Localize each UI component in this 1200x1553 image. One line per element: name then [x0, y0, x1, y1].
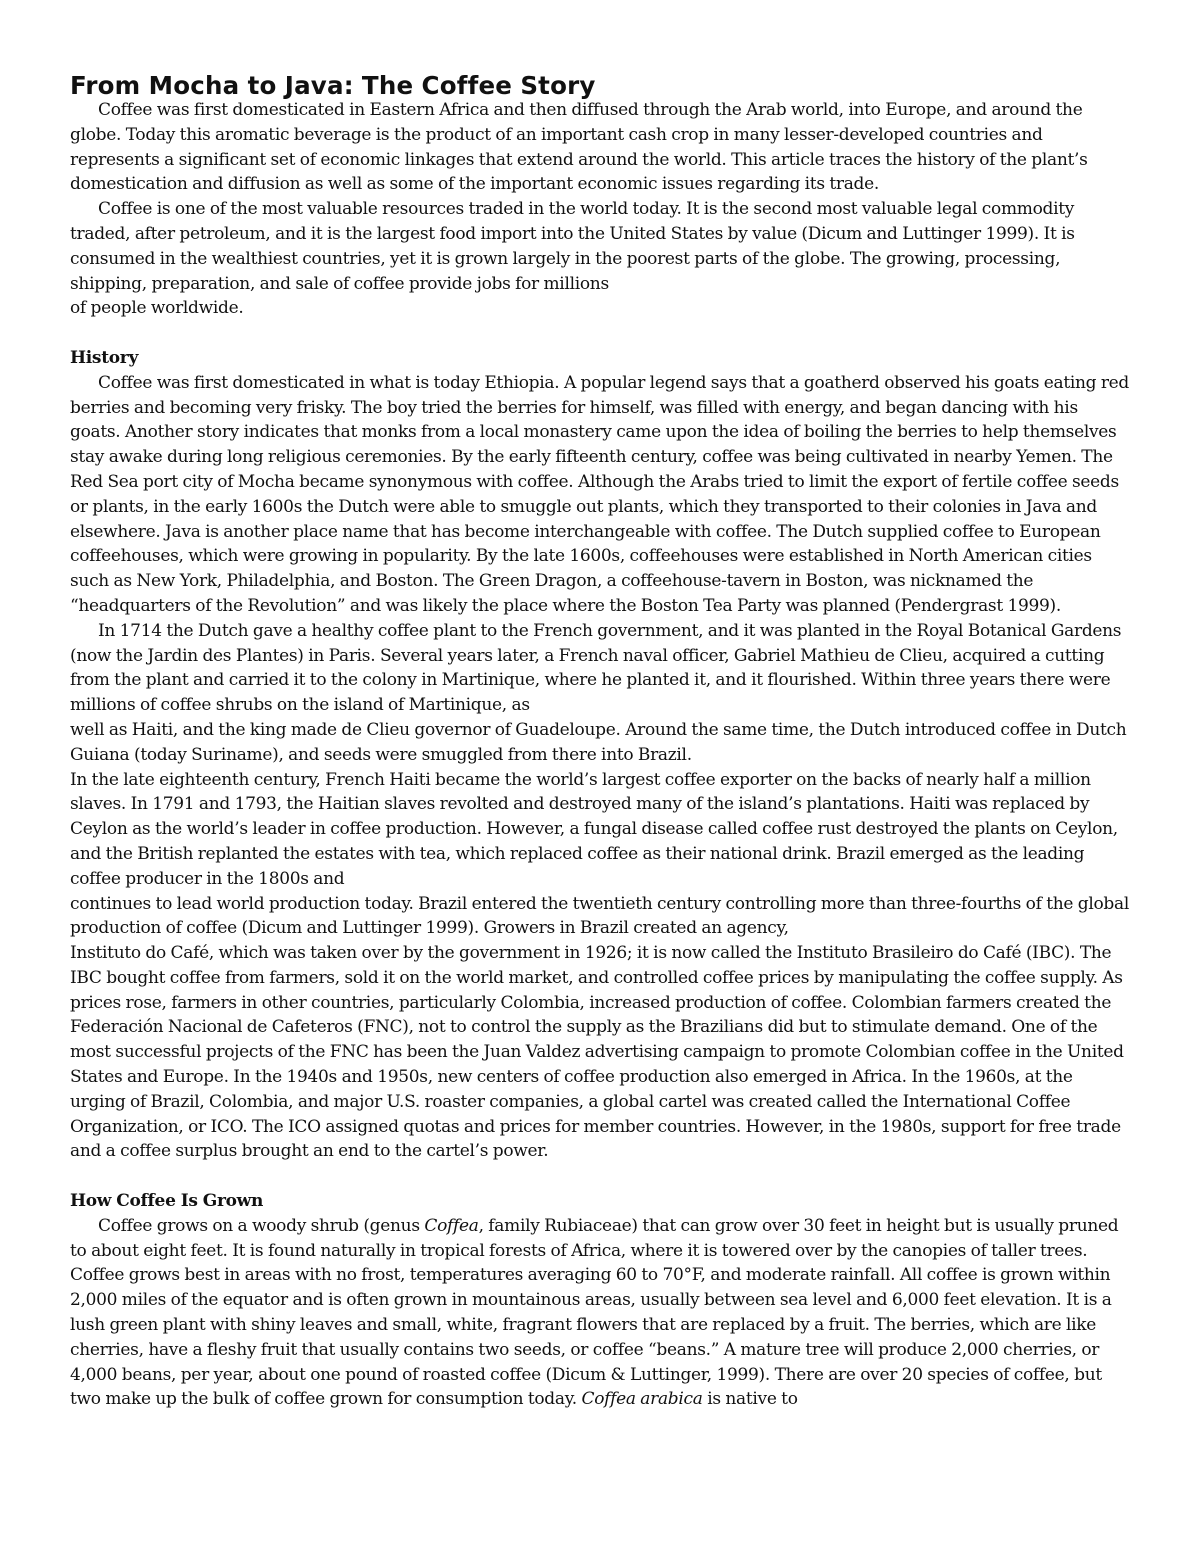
- history-paragraph-3: In the late eighteenth century, French Haiti became the world’s largest coffee exporter on the backs of nearly half a million slaves. In 1791 and 1793, the Haitian slaves revolted and destroyed many of the island’s plantations. Haiti was replaced by Ceylon as the world’s leader in coffee production. However, a fungal disease called coffee rust destroyed the plants on Ceylon, and the British replanted the estates with tea, which replaced coffee as their national drink. Brazil emerged as the leading coffee producer in the 1800s and: [70, 769, 1118, 889]
- document-title: From Mocha to Java: The Coffee Story: [70, 71, 596, 100]
- history-paragraph-2-continued: well as Haiti, and the king made de Clieu governor of Guadeloupe. Around the same time, the Dutch introduced coffee in Dutch Guiana (today Suriname), and seeds were smuggled from there into Brazil.: [70, 719, 1127, 765]
- species-name: Coffea arabica: [581, 1389, 703, 1410]
- grown-heading: How Coffee Is Grown: [70, 1191, 264, 1212]
- intro-paragraph-1: Coffee was first domesticated in Eastern Africa and then diffused through the Arab world, into Europe, and around the globe. Today this aromatic beverage is the product of an important cash crop in many lesser-developed countries and represents a significant set of economic linkages that extend around the world. This article traces the history of the plant’s domestication and diffusion as well as some of the important economic issues regarding its trade.: [70, 100, 1088, 195]
- history-paragraph-3-continued: continues to lead world production today. Brazil entered the twentieth century controlling more than three-fourths of the global production of coffee (Dicum and Luttinger 1999). Growers in Brazil created an agency,: [70, 893, 1129, 939]
- intro-paragraph-2-continued: of people worldwide.: [70, 298, 244, 319]
- section-spacer: [70, 321, 1132, 346]
- grown-text-c: is native to: [702, 1389, 798, 1410]
- section-spacer: [70, 1164, 1132, 1189]
- document-page: [70, 70, 1132, 1412]
- grown-text-b: , family Rubiaceae) that can grow over 30 feet in height but is usually pruned to about eight feet. It is found naturally in tropical forests of Africa, where it is towered over by the canopies of taller trees. Coffee grows best in areas with no frost, temperatures averaging 60 to 70°F, and moderate rainfall. All coffee is grown within 2,000 miles of the equator and is often grown in mountainous areas, usually between sea level and 6,000 feet elevation. It is a lush green plant with shiny leaves and small, white, fragrant flowers that are replaced by a fruit. The berries, which are like cherries, have a fleshy fruit that usually contains two seeds, or coffee “beans.” A mature tree will produce 2,000 cherries, or 4,000 beans, per year, about one pound of roasted coffee (Dicum & Luttinger, 1999). There are over 20 species of coffee, but two make up the bulk of coffee grown for consumption today.: [70, 1215, 1119, 1410]
- genus-name: Coffea: [424, 1215, 479, 1236]
- intro-paragraph-2: Coffee is one of the most valuable resources traded in the world today. It is the second most valuable legal commodity traded, after petroleum, and it is the largest food import into the United States by value (Dicum and Luttinger 1999). It is consumed in the wealthiest countries, yet it is grown largely in the poorest parts of the globe. The growing, processing, shipping, preparation, and sale of coffee provide jobs for millions: [70, 199, 1075, 294]
- history-paragraph-1: Coffee was first domesticated in what is today Ethiopia. A popular legend says that a goatherd observed his goats eating red berries and becoming very frisky. The boy tried the berries for himself, was filled with energy, and began dancing with his goats. Another story indicates that monks from a local monastery came upon the idea of boiling the berries to help themselves stay awake during long religious ceremonies. By the early fifteenth century, coffee was being cultivated in nearby Yemen. The Red Sea port city of Mocha became synonymous with coffee. Although the Arabs tried to limit the export of fertile coffee seeds or plants, in the early 1600s the Dutch were able to smuggle out plants, which they transported to their colonies in Java and elsewhere. Java is another place name that has become interchangeable with coffee. The Dutch supplied coffee to European coffeehouses, which were growing in popularity. By the late 1600s, coffeehouses were established in North American cities such as New York, Philadelphia, and Boston. The Green Dragon, a coffeehouse-tavern in Boston, was nicknamed the “headquarters of the Revolution” and was likely the place where the Boston Tea Party was planned (Pendergrast 1999).: [70, 372, 1130, 616]
- grown-paragraph-1: [70, 1214, 1132, 1412]
- history-paragraph-3-continued-2: Instituto do Café, which was taken over by the government in 1926; it is now called the Instituto Brasileiro do Café (IBC). The IBC bought coffee from farmers, sold it on the world market, and controlled coffee prices by manipulating the coffee supply. As prices rose, farmers in other countries, particularly Colombia, increased production of coffee. Colombian farmers created the Federación Nacional de Cafeteros (FNC), not to control the supply as the Brazilians did but to stimulate demand. One of the most successful projects of the FNC has been the Juan Valdez advertising campaign to promote Colombian coffee in the United States and Europe. In the 1940s and 1950s, new centers of coffee production also emerged in Africa. In the 1960s, at the urging of Brazil, Colombia, and major U.S. roaster companies, a global cartel was created called the International Coffee Organization, or ICO. The ICO assigned quotas and prices for member countries. However, in the 1980s, support for free trade and a coffee surplus brought an end to the cartel’s power.: [70, 943, 1124, 1162]
- history-heading: History: [70, 347, 139, 368]
- history-paragraph-2: In 1714 the Dutch gave a healthy coffee plant to the French government, and it was planted in the Royal Botanical Gardens (now the Jardin des Plantes) in Paris. Several years later, a French naval officer, Gabriel Mathieu de Clieu, acquired a cutting from the plant and carried it to the colony in Martinique, where he planted it, and it flourished. Within three years there were millions of coffee shrubs on the island of Martinique, as: [70, 620, 1122, 716]
- grown-text-a: Coffee grows on a woody shrub (genus: [98, 1215, 425, 1236]
